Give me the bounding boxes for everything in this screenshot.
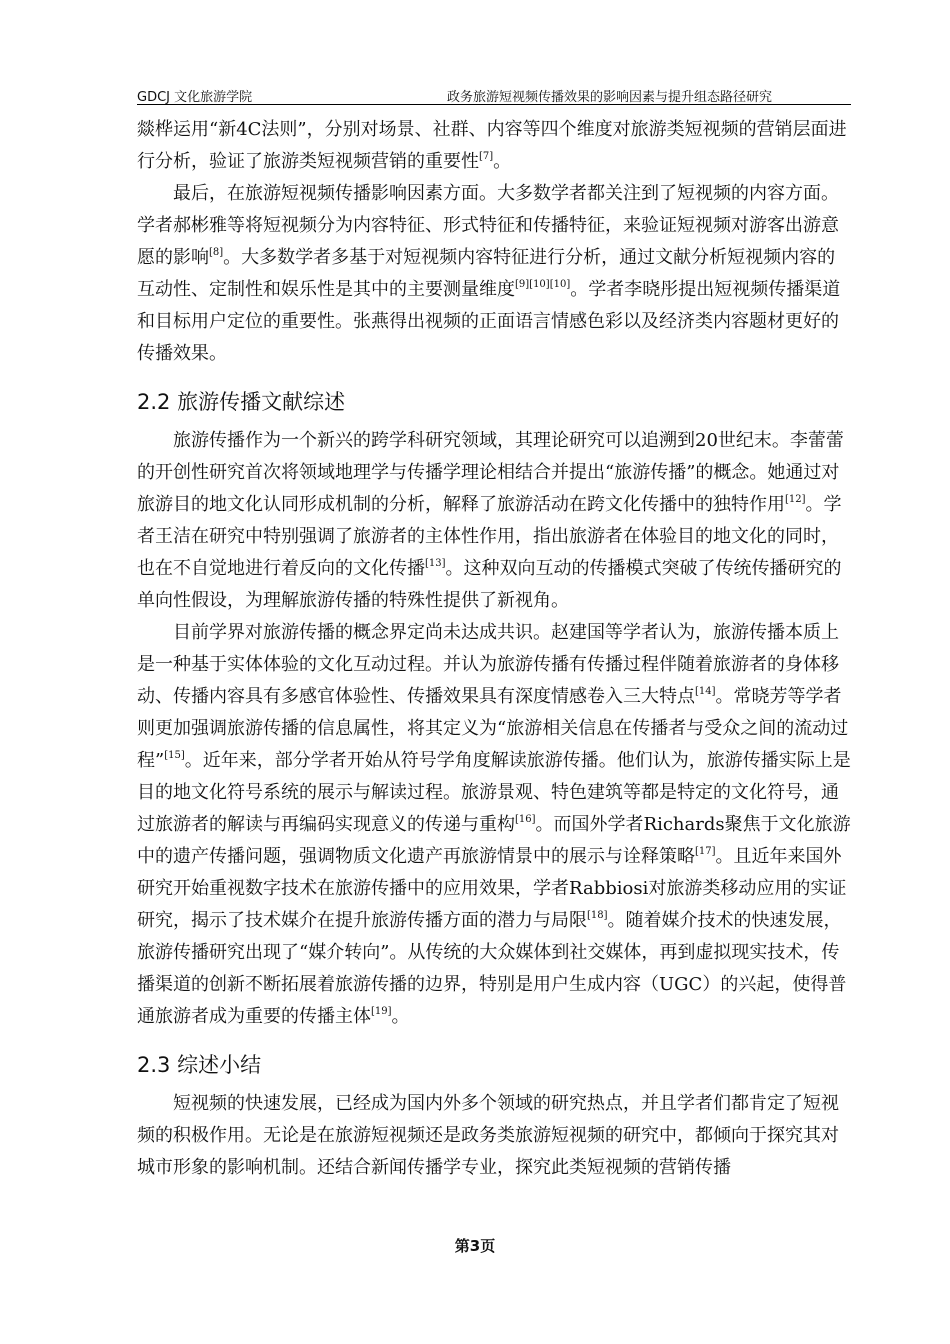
paragraph-tourism-communication	[137, 425, 851, 617]
paragraph-influence-factors	[137, 178, 851, 370]
page-header	[137, 84, 851, 105]
paragraph-text: 。这种双向互动的传播模式突破了传统传播研究的单向性假设，为理解旅游传播的特殊性提供了新视角。	[137, 558, 842, 611]
paragraph-text: 。近年来，部分学者开始从符号学角度解读旅游传播。他们认为，旅游传播实际上是目的地文化符号系统的展示与解读过程。旅游景观、特色建筑等都是特定的文化符号，通过旅游者的解读与再编码实现意义的传递与重构	[137, 750, 851, 835]
header-institution: GDCJ 文化旅游学院	[137, 90, 253, 105]
header-title: 政务旅游短视频传播效果的影响因素与提升组态路径研究	[447, 90, 773, 105]
citation: [14]	[695, 686, 716, 697]
paragraph-text: 短视频的快速发展，已经成为国内外多个领域的研究热点，并且学者们都肯定了短视频的积极作用。无论是在旅游短视频还是政务类旅游短视频的研究中，都倾向于探究其对城市形象的影响机制。还结合新闻传播学专业，探究此类短视频的营销传播	[137, 1093, 839, 1178]
paragraph-text: 。而国外学者Richards聚焦于文化旅游中的遗产传播问题，强调物质文化遗产再旅游情景中的展示与诠释策略	[137, 814, 851, 867]
paragraph-text: 。随着媒介技术的快速发展，旅游传播研究出现了“媒介转向”。从传统的大众媒体到社交媒体，再到虚拟现实技术，传播渠道的创新不断拓展着旅游传播的边界，特别是用户生成内容（UGC）的兴起，使得普通旅游者成为重要的传播主体	[137, 910, 847, 1027]
paragraph-continued	[137, 114, 851, 178]
citation: [16]	[515, 814, 536, 825]
paragraph-text: 。	[391, 1006, 410, 1027]
page-number: 第3页	[454, 1237, 496, 1255]
citation: [8]	[209, 247, 224, 258]
citation: [13]	[425, 558, 446, 569]
paragraph-text: 。且近年来国外研究开始重视数字技术在旅游传播中的应用效果，学者Rabbiosi对旅游类移动应用的实证研究，揭示了技术媒介在提升旅游传播方面的潜力与局限	[137, 846, 847, 931]
citation: [9][10][10]	[515, 279, 571, 290]
paragraph-text: 。	[493, 151, 512, 172]
paragraph-text: 。学者王洁在研究中特别强调了旅游者的主体性作用，指出旅游者在体验目的地文化的同时，也在不自觉地进行着反向的文化传播	[137, 494, 842, 579]
paragraph-text: 。大多数学者多基于对短视频内容特征进行分析，通过文献分析短视频内容的互动性、定制性和娱乐性是其中的主要测量维度	[137, 247, 836, 300]
paragraph-text: 最后，在旅游短视频传播影响因素方面。大多数学者都关注到了短视频的内容方面。学者郝彬雅等将短视频分为内容特征、形式特征和传播特征，来验证短视频对游客出游意愿的影响	[137, 183, 839, 268]
citation: [7]	[479, 151, 494, 162]
paragraph-text: 。常晓芳等学者则更加强调旅游传播的信息属性，将其定义为“旅游相关信息在传播者与受众之间的流动过程”	[137, 686, 849, 771]
paragraph-text: 。学者李晓彤提出短视频传播渠道和目标用户定位的重要性。张燕得出视频的正面语言情感色彩以及经济类内容题材更好的传播效果。	[137, 279, 841, 364]
citation: [17]	[695, 846, 716, 857]
citation: [12]	[785, 494, 806, 505]
paragraph-concept-definition	[137, 617, 851, 1033]
paragraph-text: 旅游传播作为一个新兴的跨学科研究领域，其理论研究可以追溯到20世纪末。李蕾蕾的开创性研究首次将领域地理学与传播学理论相结合并提出“旅游传播”的概念。她通过对旅游目的地文化认同形成机制的分析，解释了旅游活动在跨文化传播中的独特作用	[137, 430, 844, 515]
paragraph-summary	[137, 1088, 851, 1184]
section-heading-2-2: 2.2 旅游传播文献综述	[137, 390, 346, 414]
paragraph-text: 燚桦运用“新4C法则”，分别对场景、社群、内容等四个维度对旅游类短视频的营销层面进行分析，验证了旅游类短视频营销的重要性	[137, 119, 847, 172]
paragraph-text: 目前学界对旅游传播的概念界定尚未达成共识。赵建国等学者认为，旅游传播本质上是一种基于实体体验的文化互动过程。并认为旅游传播有传播过程伴随着旅游者的身体移动、传播内容具有多感官体验性、传播效果具有深度情感卷入三大特点	[137, 622, 839, 707]
citation: [18]	[587, 910, 608, 921]
section-heading-2-3: 2.3 综述小结	[137, 1053, 262, 1077]
citation: [15]	[164, 750, 185, 761]
citation: [19]	[371, 1006, 392, 1017]
page-body	[137, 114, 851, 1184]
